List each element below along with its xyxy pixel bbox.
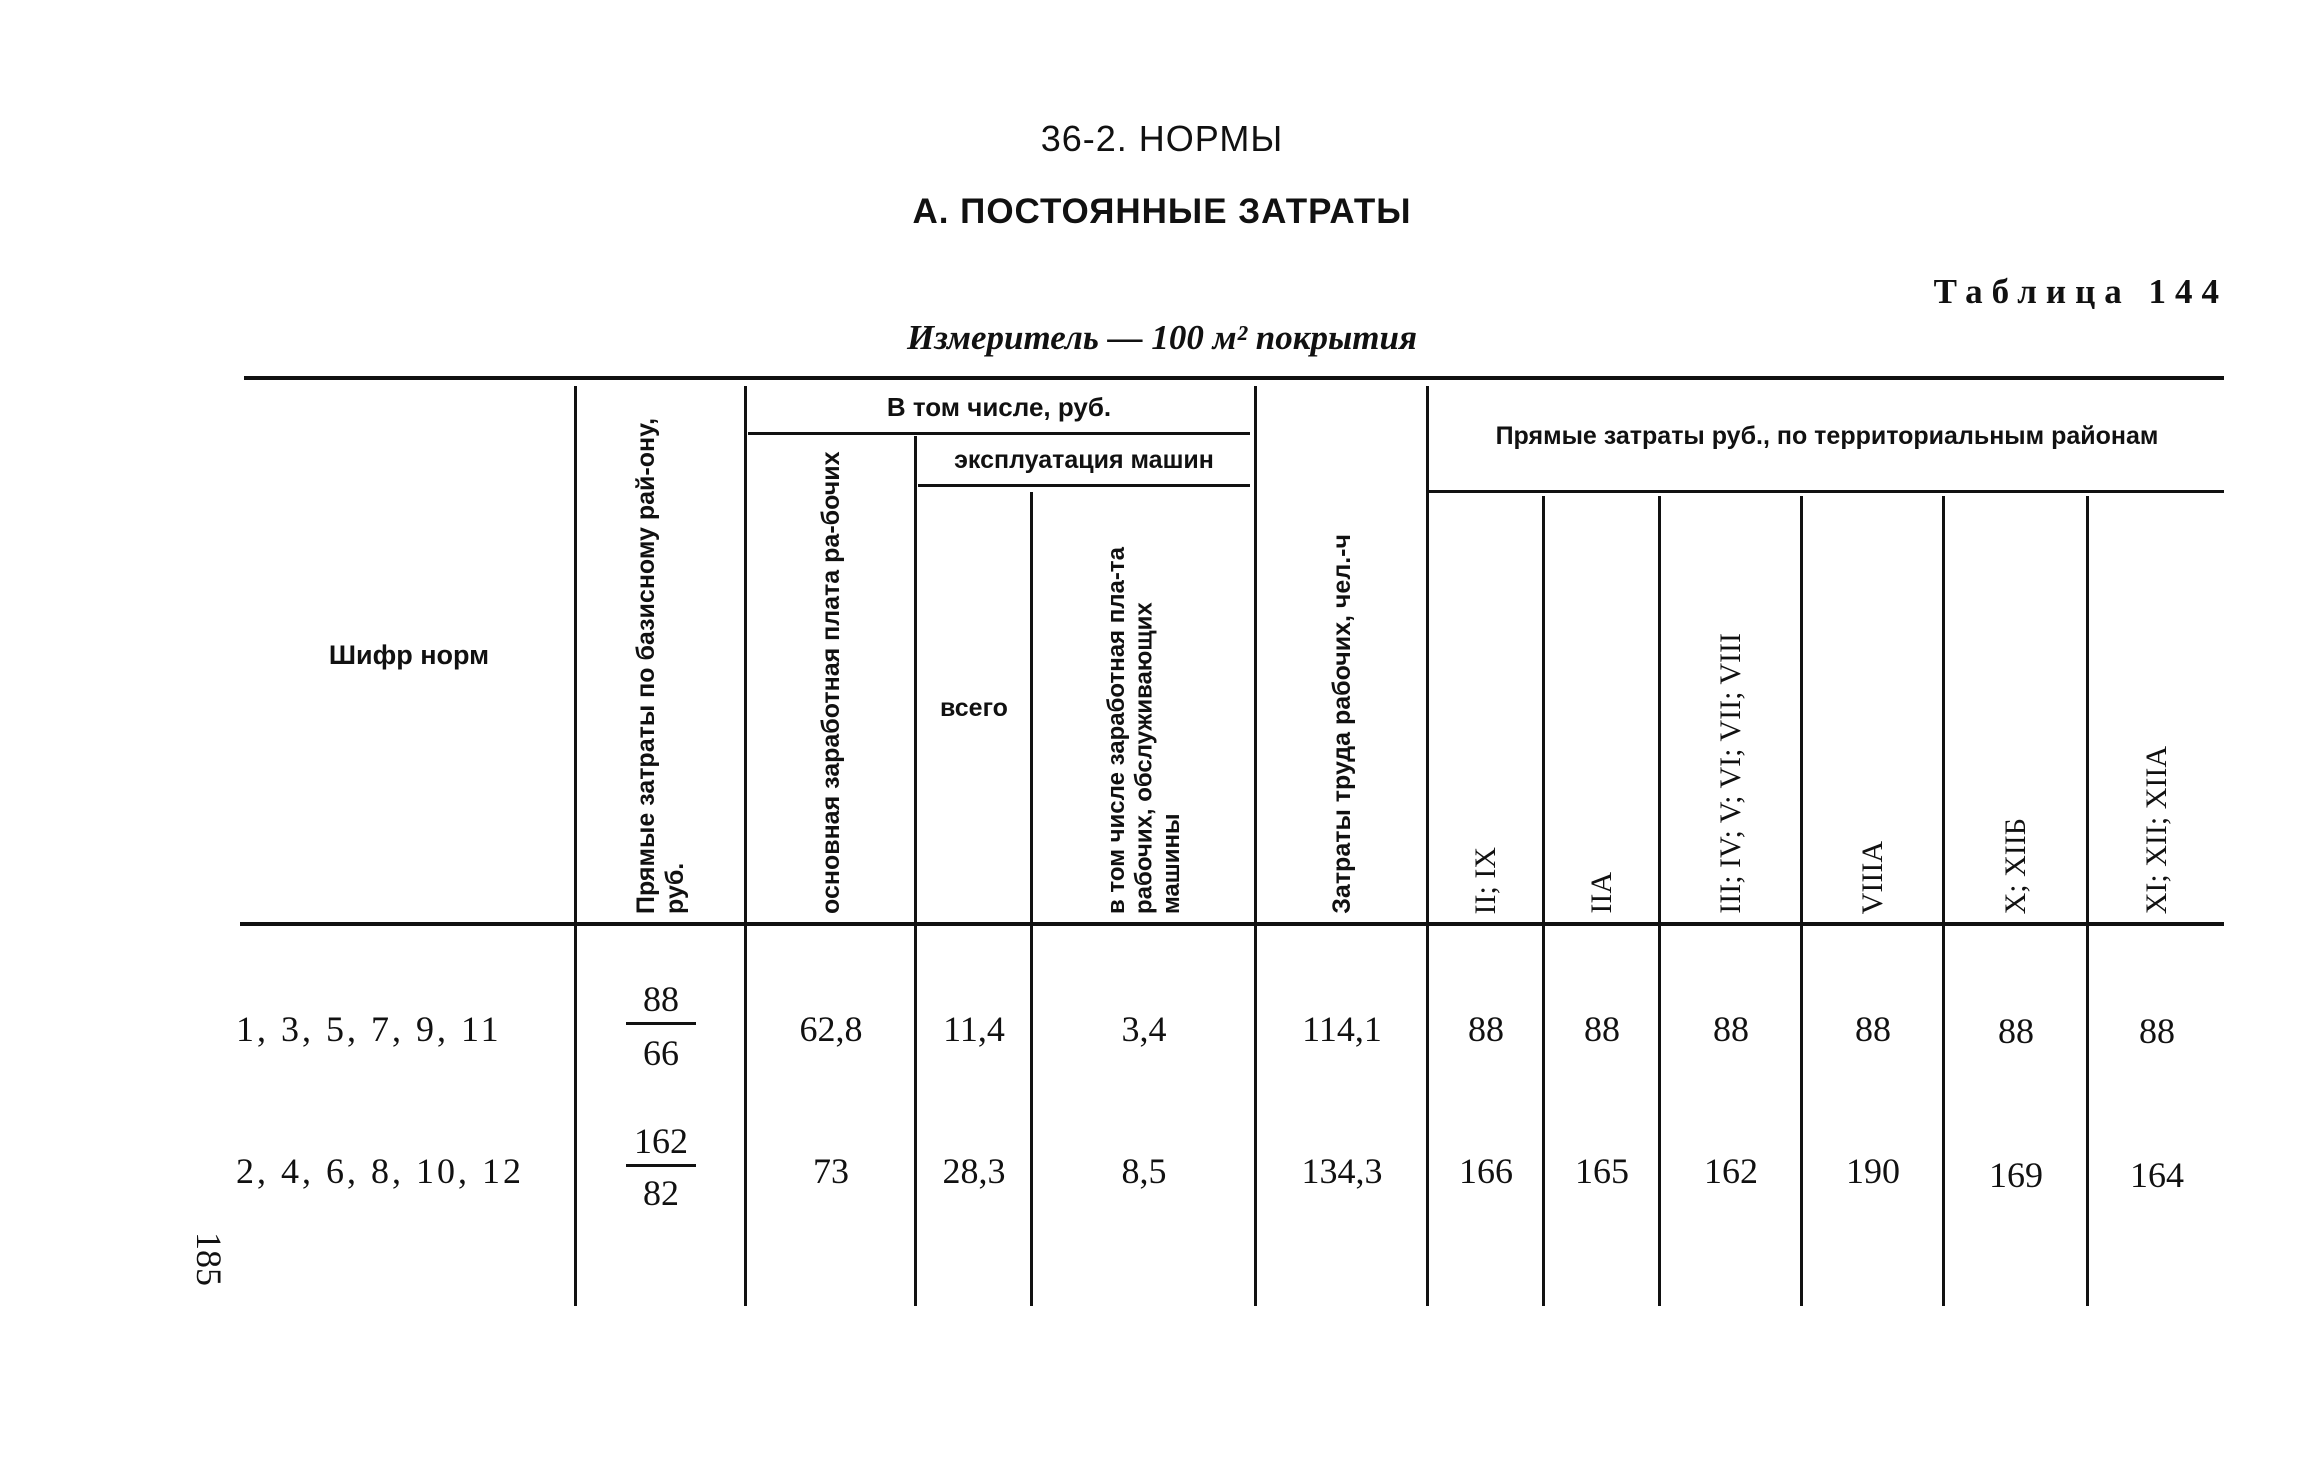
fraction-bar [626, 1022, 696, 1025]
direct-cost-denominator: 66 [643, 1033, 679, 1073]
direct-cost-denominator: 82 [643, 1173, 679, 1213]
col-rule-6 [1426, 386, 1429, 1306]
header-machine-wages: в том числе заработная пла-та рабочих, обслуживающих машины [1102, 547, 1185, 914]
page-number: 185 [189, 1232, 229, 1286]
header-region-6: XI; XII; XIIA [2139, 745, 2173, 914]
labor-value: 114,1 [1302, 1009, 1382, 1049]
table-number: Таблица 144 [1933, 272, 2228, 311]
direct-cost-numerator: 88 [643, 979, 679, 1019]
col-rule-10 [1942, 496, 1945, 1306]
region-value: 88 [1468, 1009, 1504, 1049]
region-value: 88 [1713, 1009, 1749, 1049]
header-base-wages: основная заработная плата ра-бочих [816, 451, 845, 914]
region-value: 88 [2139, 1011, 2175, 1051]
header-machine-operation: эксплуатация машин [954, 446, 1214, 474]
region-value: 190 [1846, 1151, 1900, 1191]
region-value: 166 [1459, 1151, 1513, 1191]
region-value: 165 [1575, 1151, 1629, 1191]
header-region-6-cell [2090, 500, 2224, 914]
labor-value: 134,3 [1301, 1151, 1383, 1191]
header-bottom-rule [240, 922, 2224, 926]
col-rule-9 [1800, 496, 1803, 1306]
machine-total-value: 28,3 [942, 1151, 1006, 1191]
region-value: 88 [1855, 1009, 1891, 1049]
machine-wages-value: 3,4 [1121, 1009, 1167, 1049]
header-region-2: IIA [1584, 872, 1618, 914]
header-region-3: III; IV; V; VI; VII; VIII [1713, 633, 1747, 914]
header-region-4: VIIIA [1855, 840, 1889, 914]
header-region-3-cell [1662, 500, 1800, 914]
header-code: Шифр норм [328, 640, 490, 670]
col-rule-4 [1030, 492, 1033, 1306]
including-group-rule [748, 432, 1250, 435]
header-machine-wages-cell [1034, 494, 1254, 914]
region-value: 164 [2130, 1155, 2184, 1195]
row-code: 2, 4, 6, 8, 10, 12 [236, 1151, 524, 1191]
header-region-1: II; IX [1468, 846, 1502, 914]
row-code: 1, 3, 5, 7, 9, 11 [236, 1009, 502, 1049]
base-wages-value: 62,8 [799, 1009, 863, 1049]
header-machine-total: всего [940, 694, 1008, 722]
machine-wages-value: 8,5 [1121, 1151, 1167, 1191]
subsection-title: А. ПОСТОЯННЫЕ ЗАТРАТЫ [912, 192, 1412, 231]
col-rule-2 [744, 386, 747, 1306]
region-value: 88 [1998, 1011, 2034, 1051]
col-rule-7 [1542, 496, 1545, 1306]
section-title: 36-2. НОРМЫ [1040, 118, 1284, 159]
machine-group-rule [918, 484, 1250, 487]
header-direct-cost-base-cell [578, 396, 744, 914]
region-value: 162 [1704, 1151, 1758, 1191]
header-labor: Затраты труда рабочих, чел.-ч [1327, 534, 1356, 914]
table-top-rule [244, 376, 2224, 380]
col-rule-5 [1254, 386, 1257, 1306]
col-rule-3 [914, 436, 917, 1306]
header-region-5-cell [1946, 500, 2086, 914]
col-rule-8 [1658, 496, 1661, 1306]
region-value: 88 [1584, 1009, 1620, 1049]
machine-total-value: 11,4 [943, 1009, 1005, 1049]
unit-caption: Измеритель — 100 м² покрытия [906, 318, 1418, 357]
header-labor-cell [1258, 396, 1426, 914]
regions-group-rule [1428, 490, 2224, 493]
header-region-5: X; XIIБ [1998, 817, 2032, 914]
region-value: 169 [1989, 1155, 2043, 1195]
header-direct-cost-base: Прямые затраты по базисному рай-ону, руб. [632, 417, 689, 914]
col-rule-11 [2086, 496, 2089, 1306]
header-base-wages-cell [748, 440, 914, 914]
header-region-1-cell [1430, 500, 1542, 914]
header-including: В том числе, руб. [886, 392, 1112, 422]
fraction-bar [626, 1164, 696, 1167]
col-rule-1 [574, 386, 577, 1306]
header-region-4-cell [1804, 500, 1942, 914]
header-regions: Прямые затраты руб., по территориальным районам [1495, 422, 2159, 450]
header-region-2-cell [1546, 500, 1658, 914]
base-wages-value: 73 [813, 1151, 849, 1191]
direct-cost-numerator: 162 [634, 1121, 688, 1161]
